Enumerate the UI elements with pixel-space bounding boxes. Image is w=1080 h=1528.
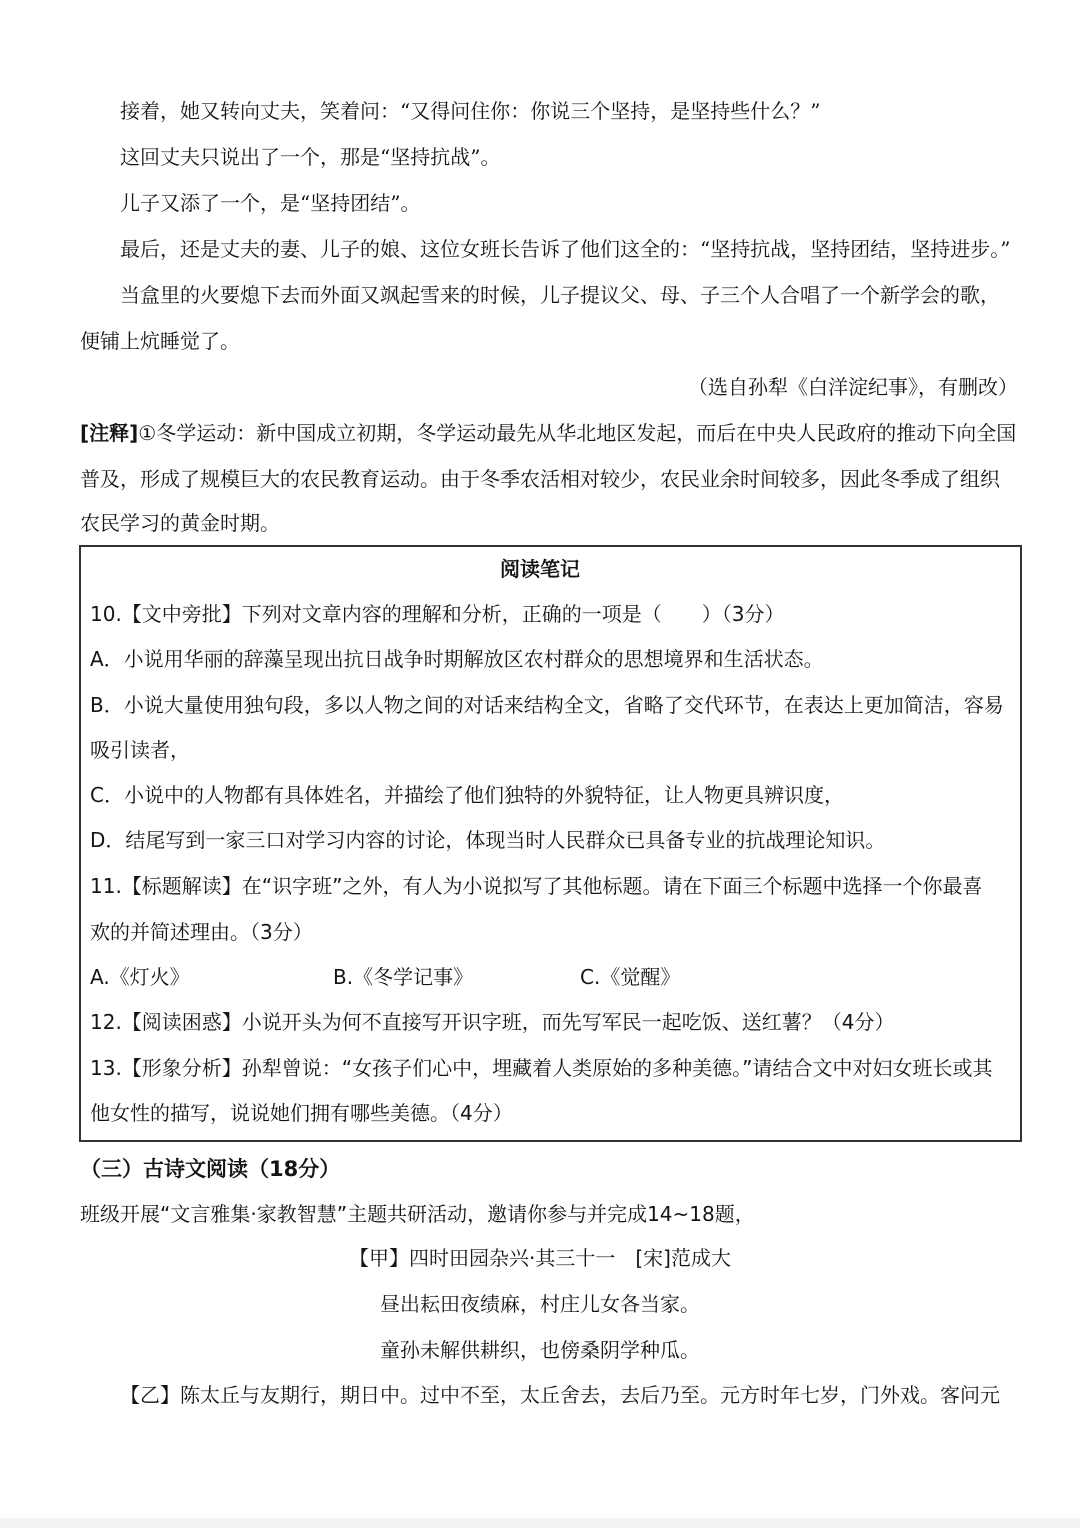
q11-option-b: B.《冬学记事》	[333, 965, 474, 989]
story-line-4: 最后，还是丈夫的妻、儿子的娘、这位女班长告诉了他们这全的：“坚持抗战，坚持团结，坚持进步。”	[120, 237, 1011, 261]
classical-text-yi: 【乙】陈太丘与友期行，期日中。过中不至，太丘舍去，去后乃至。元方时年七岁，门外戏。客问元	[120, 1383, 1000, 1407]
q11-stem-line2: 欢的并简述理由。（3分）	[90, 920, 313, 944]
poem-title: 【甲】四时田园杂兴·其三十一 [宋]范成大	[349, 1246, 731, 1270]
section3-heading: （三）古诗文阅读（18分）	[80, 1157, 341, 1181]
story-line-2: 这回丈夫只说出了一个，那是“坚持抗战”。	[120, 145, 501, 169]
story-source: （选自孙犁《白洋淀纪事》，有删改）	[688, 375, 1018, 399]
poem-line-1: 昼出耘田夜绩麻，村庄儿女各当家。	[380, 1292, 700, 1316]
note-label: [注释]	[80, 421, 139, 445]
q10-stem: 10.【文中旁批】下列对文章内容的理解和分析，正确的一项是（ ）（3分）	[90, 602, 785, 626]
q10-option-b-line2: 吸引读者，	[90, 738, 190, 762]
q12-stem: 12.【阅读困惑】小说开头为何不直接写开识字班，而先写军民一起吃饭、送红薯？（4分）	[90, 1010, 895, 1034]
note-line-2: 普及，形成了规模巨大的农民教育运动。由于冬季农活相对较少，农民业余时间较多，因此冬季成了组织	[80, 467, 1000, 491]
story-line-6: 便铺上炕睡觉了。	[80, 329, 240, 353]
note-text-1: ①冬学运动：新中国成立初期，冬学运动最先从华北地区发起，而后在中央人民政府的推动下向全国	[138, 421, 1017, 445]
q11-option-c: C.《觉醒》	[580, 965, 681, 989]
q10-option-c: C．小说中的人物都有具体姓名，并描绘了他们独特的外貌特征，让人物更具辨识度，	[90, 783, 844, 807]
reading-notes-title: 阅读笔记	[500, 557, 580, 581]
q11-option-a: A.《灯火》	[90, 965, 190, 989]
q10-option-b-line1: B．小说大量使用独句段，多以人物之间的对话来结构全文，省略了交代环节，在表达上更加简洁，容易	[90, 693, 1004, 717]
poem-line-2: 童孙未解供耕织，也傍桑阴学种瓜。	[380, 1338, 700, 1362]
q13-stem-line1: 13.【形象分析】孙犁曾说：“女孩子们心中，埋藏着人类原始的多种美德。”请结合文中对妇女班长或其	[90, 1056, 993, 1080]
q13-stem-line2: 他女性的描写，说说她们拥有哪些美德。（4分）	[90, 1101, 513, 1125]
q10-option-d: D．结尾写到一家三口对学习内容的讨论，体现当时人民群众已具备专业的抗战理论知识。	[90, 828, 886, 852]
section3-intro: 班级开展“文言雅集·家教智慧”主题共研活动，邀请你参与并完成14~18题，	[80, 1202, 755, 1226]
story-line-5: 当盒里的火要熄下去而外面又飒起雪来的时候，儿子提议父、母、子三个人合唱了一个新学会的歌，	[120, 283, 1000, 307]
note-line-1	[80, 420, 1016, 446]
q10-option-a: A．小说用华丽的辞藻呈现出抗日战争时期解放区农村群众的思想境界和生活状态。	[90, 647, 824, 671]
note-line-3: 农民学习的黄金时期。	[80, 511, 280, 535]
page-bottom-edge	[0, 1518, 1080, 1528]
q11-stem-line1: 11.【标题解读】在“识字班”之外，有人为小说拟写了其他标题。请在下面三个标题中选择一个你最喜	[90, 874, 983, 898]
story-line-1: 接着，她又转向丈夫，笑着问：“又得问住你：你说三个坚持，是坚持些什么？”	[120, 99, 821, 123]
story-line-3: 儿子又添了一个，是“坚持团结”。	[120, 191, 421, 215]
